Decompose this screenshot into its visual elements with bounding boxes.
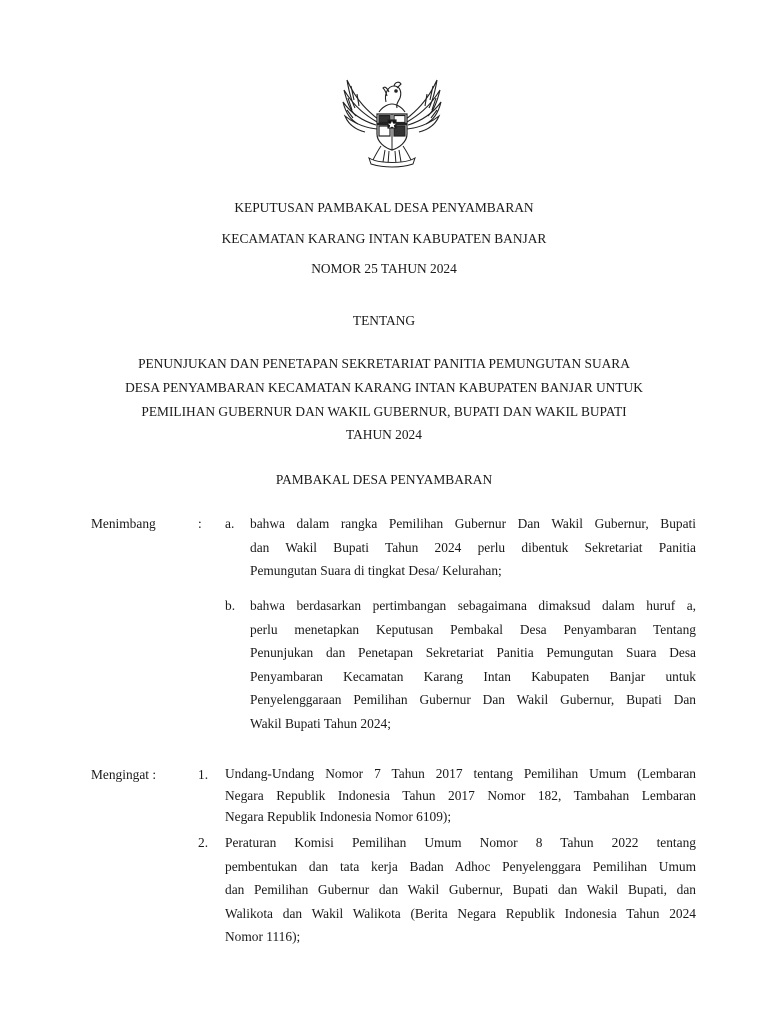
subject-line-1: PENUNJUKAN DAN PENETAPAN SEKRETARIAT PANITIA PEMUNGUTAN SUARA	[138, 356, 630, 371]
mengingat-item-2-text	[225, 831, 696, 949]
text-line: Negara Republik Indonesia Nomor 6109);	[225, 809, 452, 824]
menimbang-label: Menimbang	[91, 516, 156, 531]
text-line: dan Pemilihan Gubernur dan Wakil Gubernur, Bupati dan Wakil Bupati, dan	[225, 882, 696, 897]
decree-number: NOMOR 25 TAHUN 2024	[311, 261, 457, 276]
text-line: Penyelenggaraan Pemilihan Gubernur Dan Wakil Gubernur, Bupati Dan	[250, 692, 696, 707]
garuda-pancasila-emblem	[339, 72, 445, 170]
text-line: Walikota dan Wakil Walikota (Berita Negara Republik Indonesia Tahun 2024	[225, 905, 696, 921]
text-line: Penunjukan dan Penetapan Sekretariat Panitia Pemungutan Suara Desa	[250, 645, 696, 660]
text-line: Peraturan Komisi Pemilihan Umum Nomor 8 Tahun 2022 tentang	[225, 835, 696, 850]
text-line: Wakil Bupati Tahun 2024;	[250, 715, 391, 731]
menimbang-item-b-marker: b.	[225, 598, 236, 613]
text-line: bahwa dalam rangka Pemilihan Gubernur Dan Wakil Gubernur, Bupati	[250, 516, 696, 531]
menimbang-item-a-text	[250, 512, 696, 583]
text-line: Undang-Undang Nomor 7 Tahun 2017 tentang Pemilihan Umum (Lembaran	[225, 766, 696, 781]
text-line: Penyambaran Kecamatan Karang Intan Kabupaten Banjar untuk	[250, 668, 696, 684]
text-line: Pemungutan Suara di tingkat Desa/ Kelurahan;	[250, 563, 502, 578]
mengingat-item-1-text	[225, 763, 696, 828]
text-line: pembentukan dan tata kerja Badan Adhoc Penyelenggara Pemilihan Umum	[225, 858, 696, 874]
mengingat-item-2-marker: 2.	[198, 835, 209, 850]
text-line: bahwa berdasarkan pertimbangan sebagaimana dimaksud dalam huruf a,	[250, 598, 696, 613]
subject-line-3: PEMILIHAN GUBERNUR DAN WAKIL GUBERNUR, BUPATI DAN WAKIL BUPATI	[141, 404, 627, 419]
text-line: dan Wakil Bupati Tahun 2024 perlu dibentuk Sekretariat Panitia	[250, 539, 696, 555]
subject-line-2: DESA PENYAMBARAN KECAMATAN KARANG INTAN KABUPATEN BANJAR UNTUK	[125, 380, 643, 395]
text-line: Negara Republik Indonesia Tahun 2017 Nomor 182, Tambahan Lembaran	[225, 787, 696, 803]
text-line: perlu menetapkan Keputusan Pembakal Desa Penyambaran Tentang	[250, 621, 696, 637]
menimbang-item-a-marker: a.	[225, 516, 235, 531]
issuer-heading: PAMBAKAL DESA PENYAMBARAN	[275, 472, 493, 487]
menimbang-colon: :	[198, 516, 202, 531]
subject-line-4: TAHUN 2024	[346, 427, 422, 442]
mengingat-item-1-marker: 1.	[198, 767, 209, 782]
decree-title-line-1: KEPUTUSAN PAMBAKAL DESA PENYAMBARAN	[234, 200, 534, 215]
tentang-heading: TENTANG	[352, 313, 416, 328]
mengingat-label: Mengingat :	[91, 767, 157, 782]
text-line: Nomor 1116);	[225, 929, 301, 944]
decree-title-line-2: KECAMATAN KARANG INTAN KABUPATEN BANJAR	[221, 231, 547, 246]
menimbang-item-b-text	[250, 594, 696, 735]
